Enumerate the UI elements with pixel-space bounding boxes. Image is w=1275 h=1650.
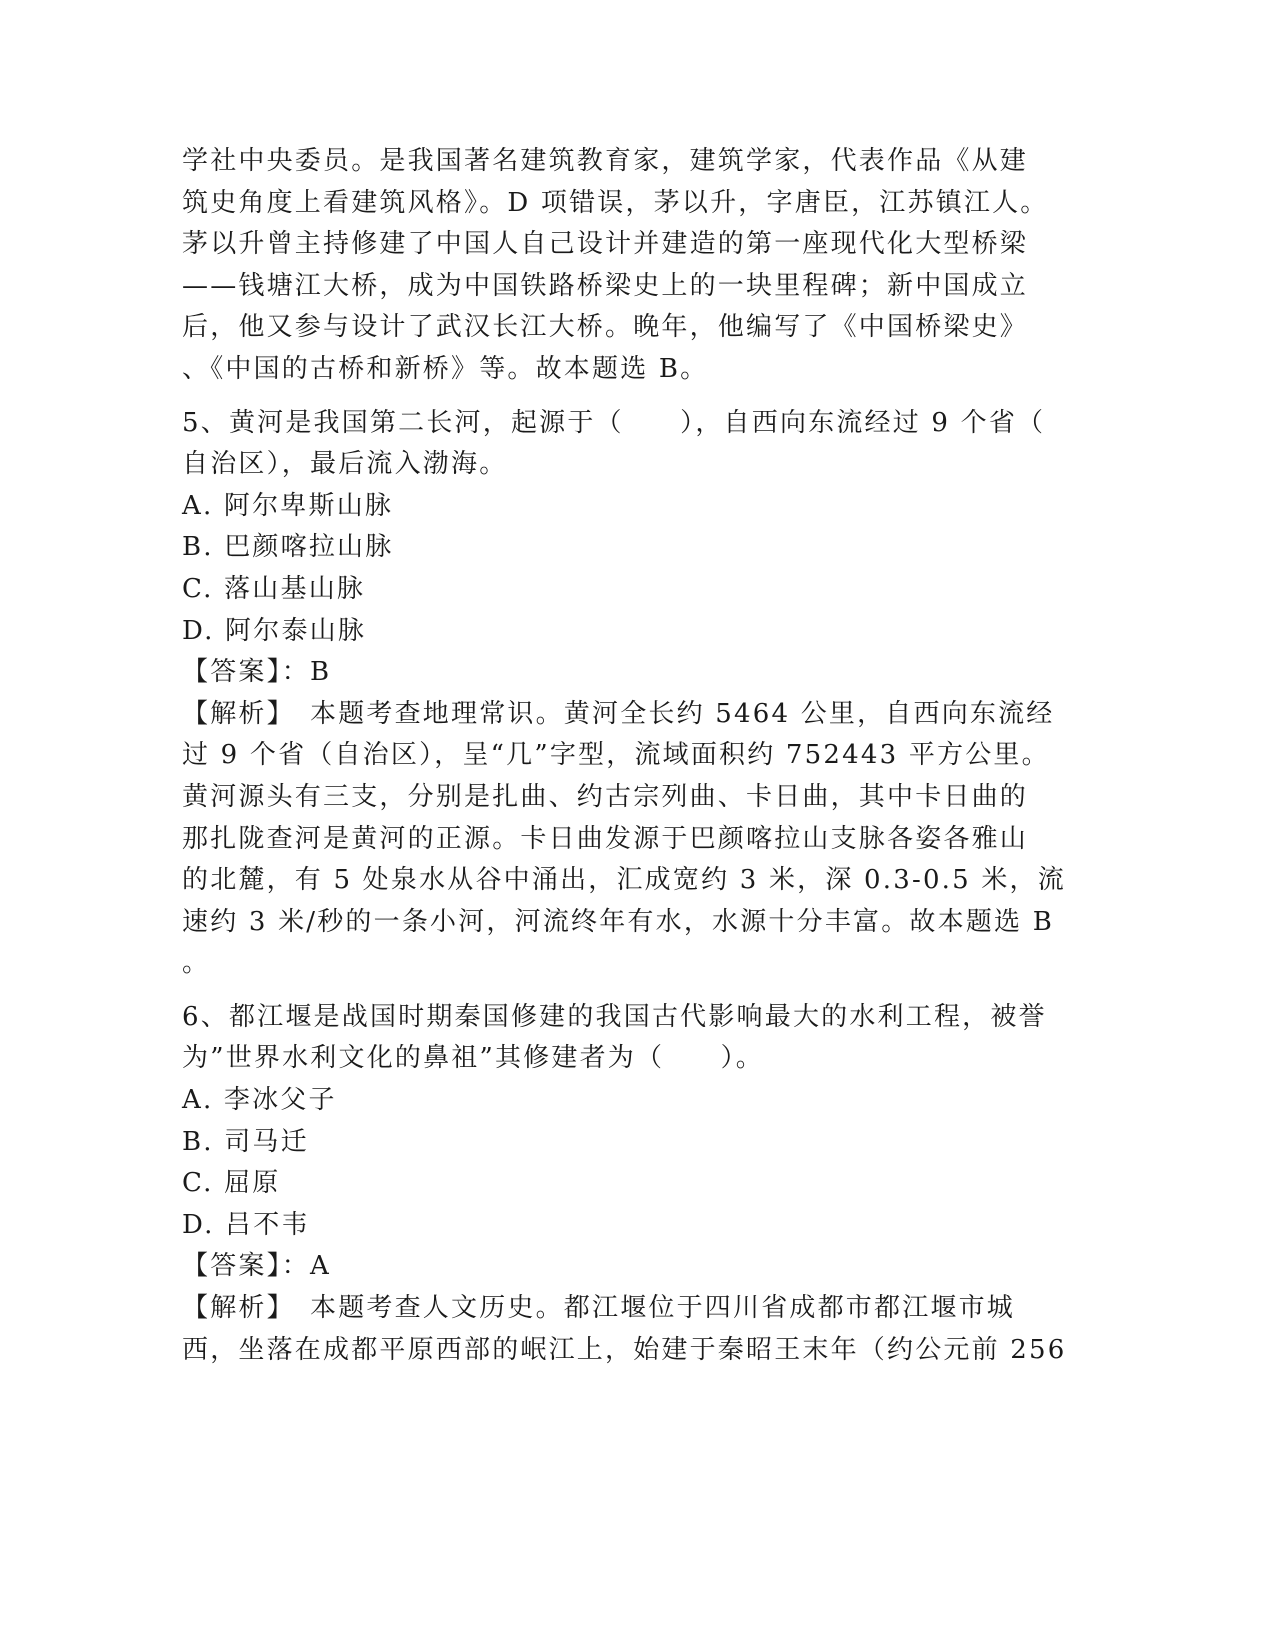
- option-d: D. 阿尔泰山脉: [182, 615, 367, 646]
- option-c: C. 落山基山脉: [182, 573, 366, 604]
- question-stem: 6、都江堰是战国时期秦国修建的我国古代影响最大的水利工程，被誉: [182, 1001, 1047, 1032]
- option-c: C. 屈原: [182, 1168, 281, 1199]
- analysis-line: 【解析】 本题考查地理常识。黄河全长约 5464 公里，自西向东流经: [182, 698, 1055, 729]
- analysis-line: 黄河源头有三支，分别是扎曲、约古宗列曲、卡日曲，其中卡日曲的: [182, 781, 1029, 812]
- option-b: B. 巴颜喀拉山脉: [182, 532, 394, 563]
- answer-line: 【答案】：A: [182, 1251, 331, 1282]
- question-stem: 为”世界水利文化的鼻祖”其修建者为（ ）。: [182, 1043, 764, 1074]
- option-d: D. 吕不韦: [182, 1209, 310, 1240]
- previous-analysis-continuation: [182, 141, 1062, 391]
- text-line: 茅以升曾主持修建了中国人自己设计并建造的第一座现代化大型桥梁: [182, 229, 1029, 260]
- analysis-line: 【解析】 本题考查人文历史。都江堰位于四川省成都市都江堰市城: [182, 1293, 1016, 1324]
- question-stem: 自治区），最后流入渤海。: [182, 449, 508, 480]
- text-line: 筑史角度上看建筑风格》。D 项错误，茅以升，字唐臣，江苏镇江人。: [182, 187, 1049, 218]
- analysis-line: 西，坐落在成都平原西部的岷江上，始建于秦昭王末年（约公元前 256: [182, 1334, 1067, 1365]
- question-stem: 5、黄河是我国第二长河，起源于（ ），自西向东流经过 9 个省（: [182, 407, 1046, 438]
- option-a: A. 李冰父子: [182, 1085, 337, 1116]
- analysis-line: 速约 3 米/秒的一条小河，河流终年有水，水源十分丰富。故本题选 B: [182, 906, 1055, 937]
- analysis-line: 的北麓，有 5 处泉水从谷中涌出，汇成宽约 3 米，深 0.3-0.5 米，流: [182, 865, 1066, 896]
- analysis-line: 。: [182, 948, 211, 979]
- text-line: 学社中央委员。是我国著名建筑教育家，建筑学家，代表作品《从建: [182, 146, 1029, 176]
- option-a: A. 阿尔卑斯山脉: [182, 490, 394, 521]
- question-5: [182, 403, 1066, 985]
- analysis-line: 过 9 个省（自治区），呈“几”字型，流域面积约 752443 平方公里。: [182, 740, 1050, 771]
- text-line: 、《中国的古桥和新桥》等。故本题选 B。: [182, 353, 709, 384]
- document-page: [182, 141, 1067, 1371]
- text-line: 后，他又参与设计了武汉长江大桥。晚年，他编写了《中国桥梁史》: [182, 312, 1029, 343]
- option-b: B. 司马迁: [182, 1126, 309, 1157]
- question-6: [182, 997, 1067, 1371]
- text-line: ——钱塘江大桥，成为中国铁路桥梁史上的一块里程碑；新中国成立: [182, 270, 1029, 301]
- analysis-line: 那扎陇查河是黄河的正源。卡日曲发源于巴颜喀拉山支脉各姿各雅山: [182, 823, 1029, 854]
- answer-line: 【答案】：B: [182, 657, 332, 688]
